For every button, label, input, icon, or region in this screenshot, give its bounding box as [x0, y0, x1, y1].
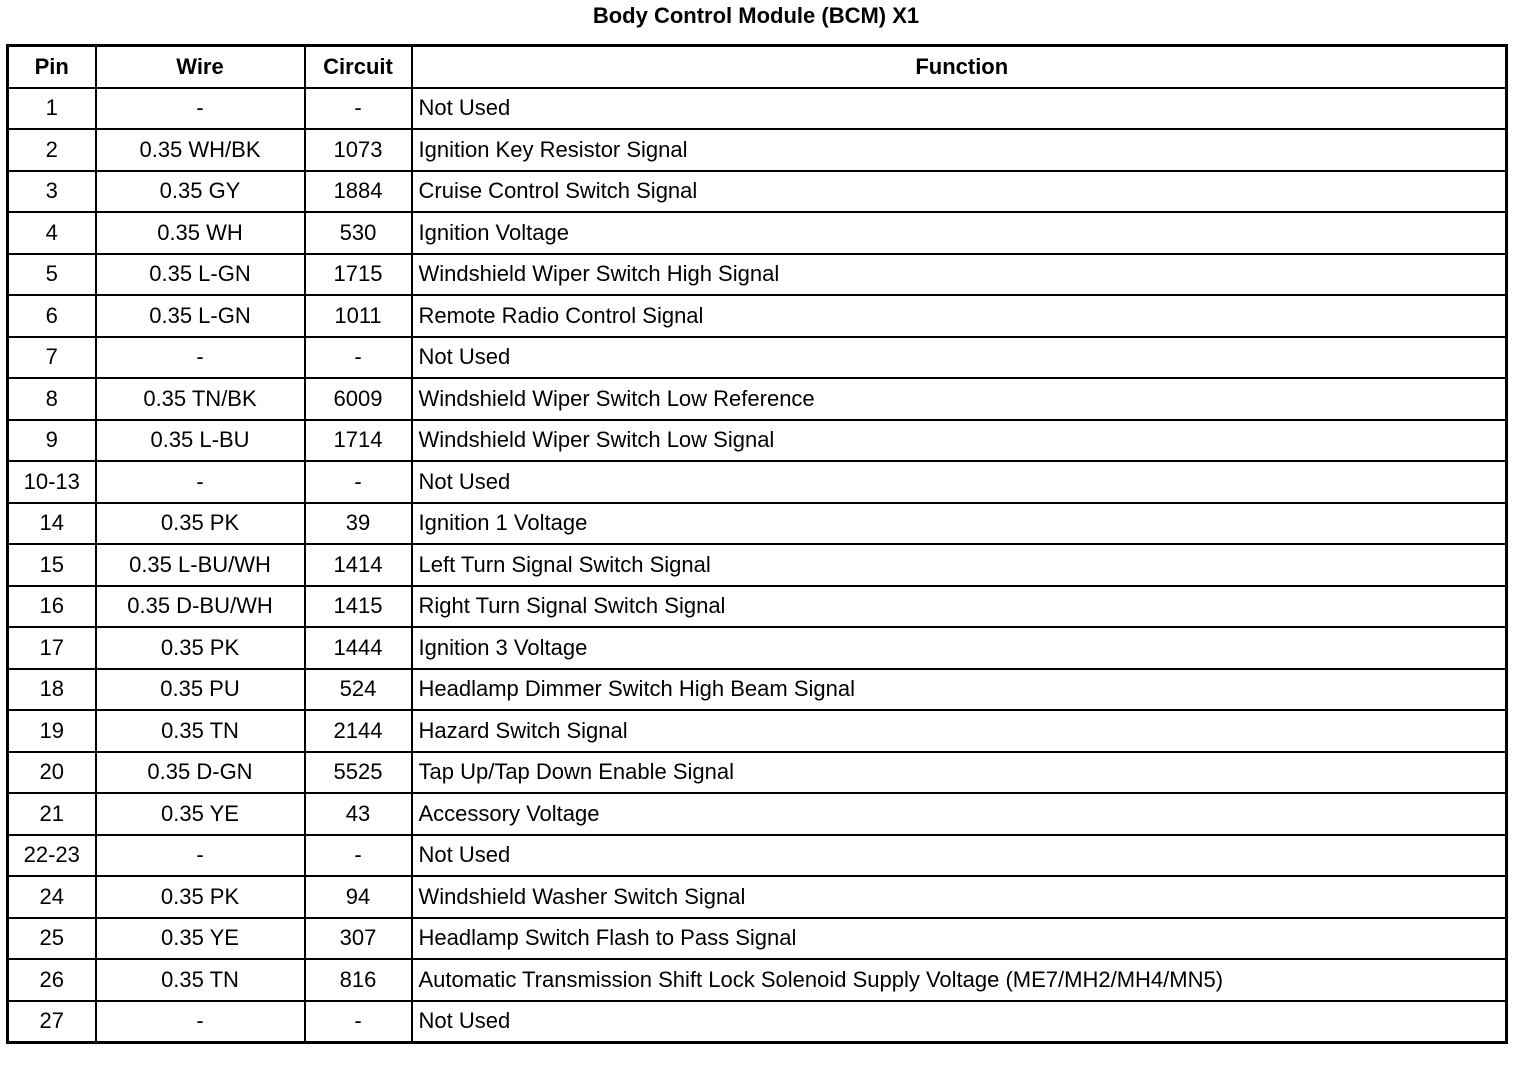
cell-wire: - [96, 835, 305, 877]
cell-function: Automatic Transmission Shift Lock Solenoid Supply Voltage (ME7/MH2/MH4/MN5) [412, 959, 1507, 1001]
cell-wire: - [96, 88, 305, 130]
cell-wire: 0.35 TN/BK [96, 378, 305, 420]
cell-pin: 3 [8, 171, 96, 213]
cell-circuit: 816 [305, 959, 412, 1001]
cell-function: Ignition Key Resistor Signal [412, 129, 1507, 171]
table-row [8, 710, 1507, 752]
cell-pin: 6 [8, 295, 96, 337]
cell-circuit: 524 [305, 669, 412, 711]
cell-function: Not Used [412, 835, 1507, 877]
cell-pin: 4 [8, 212, 96, 254]
table-row [8, 503, 1507, 545]
cell-function: Ignition 3 Voltage [412, 627, 1507, 669]
page-title: Body Control Module (BCM) X1 [592, 3, 920, 28]
table-row [8, 129, 1507, 171]
table-row [8, 627, 1507, 669]
cell-function: Cruise Control Switch Signal [412, 171, 1507, 213]
table-row [8, 793, 1507, 835]
table-row [8, 544, 1507, 586]
cell-circuit: 530 [305, 212, 412, 254]
cell-function: Not Used [412, 461, 1507, 503]
cell-pin: 24 [8, 876, 96, 918]
cell-circuit: - [305, 337, 412, 379]
cell-wire: 0.35 PK [96, 503, 305, 545]
table-row [8, 461, 1507, 503]
cell-circuit: 1715 [305, 254, 412, 296]
cell-pin: 18 [8, 669, 96, 711]
table-header-row [8, 46, 1507, 88]
cell-circuit: - [305, 835, 412, 877]
cell-pin: 17 [8, 627, 96, 669]
table-row [8, 378, 1507, 420]
cell-wire: 0.35 PK [96, 876, 305, 918]
table-row [8, 876, 1507, 918]
cell-circuit: 5525 [305, 752, 412, 794]
cell-circuit: 1011 [305, 295, 412, 337]
table-row [8, 918, 1507, 960]
cell-function: Windshield Wiper Switch Low Reference [412, 378, 1507, 420]
column-header-wire: Wire [96, 46, 305, 88]
cell-function: Windshield Wiper Switch High Signal [412, 254, 1507, 296]
table-row [8, 959, 1507, 1001]
cell-pin: 7 [8, 337, 96, 379]
cell-function: Not Used [412, 337, 1507, 379]
cell-wire: 0.35 L-GN [96, 295, 305, 337]
cell-circuit: 43 [305, 793, 412, 835]
cell-circuit: 2144 [305, 710, 412, 752]
cell-wire: - [96, 1001, 305, 1043]
cell-circuit: 307 [305, 918, 412, 960]
cell-wire: 0.35 TN [96, 959, 305, 1001]
cell-pin: 8 [8, 378, 96, 420]
cell-function: Hazard Switch Signal [412, 710, 1507, 752]
column-header-pin: Pin [8, 46, 96, 88]
cell-pin: 21 [8, 793, 96, 835]
cell-function: Ignition 1 Voltage [412, 503, 1507, 545]
cell-pin: 25 [8, 918, 96, 960]
cell-circuit: - [305, 88, 412, 130]
cell-wire: 0.35 L-BU [96, 420, 305, 462]
cell-circuit: 1714 [305, 420, 412, 462]
cell-function: Remote Radio Control Signal [412, 295, 1507, 337]
cell-wire: 0.35 L-GN [96, 254, 305, 296]
cell-pin: 1 [8, 88, 96, 130]
cell-circuit: 1884 [305, 171, 412, 213]
table-row [8, 586, 1507, 628]
cell-wire: 0.35 YE [96, 918, 305, 960]
cell-circuit: - [305, 1001, 412, 1043]
table-row [8, 212, 1507, 254]
cell-function: Right Turn Signal Switch Signal [412, 586, 1507, 628]
cell-pin: 14 [8, 503, 96, 545]
table-row [8, 835, 1507, 877]
cell-wire: 0.35 PU [96, 669, 305, 711]
table-row [8, 1001, 1507, 1043]
cell-pin: 26 [8, 959, 96, 1001]
cell-wire: 0.35 D-GN [96, 752, 305, 794]
cell-circuit: 1444 [305, 627, 412, 669]
cell-wire: 0.35 L-BU/WH [96, 544, 305, 586]
table-row [8, 295, 1507, 337]
cell-wire: - [96, 337, 305, 379]
cell-function: Ignition Voltage [412, 212, 1507, 254]
cell-pin: 5 [8, 254, 96, 296]
cell-function: Headlamp Switch Flash to Pass Signal [412, 918, 1507, 960]
cell-wire: 0.35 WH [96, 212, 305, 254]
cell-function: Headlamp Dimmer Switch High Beam Signal [412, 669, 1507, 711]
cell-circuit: 94 [305, 876, 412, 918]
cell-wire: 0.35 GY [96, 171, 305, 213]
cell-function: Not Used [412, 1001, 1507, 1043]
cell-wire: 0.35 YE [96, 793, 305, 835]
table-row [8, 88, 1507, 130]
cell-pin: 9 [8, 420, 96, 462]
cell-circuit: 6009 [305, 378, 412, 420]
table-row [8, 669, 1507, 711]
cell-circuit: 1415 [305, 586, 412, 628]
cell-wire: - [96, 461, 305, 503]
cell-pin: 15 [8, 544, 96, 586]
cell-function: Tap Up/Tap Down Enable Signal [412, 752, 1507, 794]
table-row [8, 420, 1507, 462]
cell-pin: 27 [8, 1001, 96, 1043]
table-row [8, 337, 1507, 379]
cell-function: Not Used [412, 88, 1507, 130]
cell-function: Windshield Wiper Switch Low Signal [412, 420, 1507, 462]
cell-pin: 2 [8, 129, 96, 171]
cell-wire: 0.35 WH/BK [96, 129, 305, 171]
cell-function: Accessory Voltage [412, 793, 1507, 835]
cell-circuit: 39 [305, 503, 412, 545]
cell-function: Windshield Washer Switch Signal [412, 876, 1507, 918]
cell-pin: 16 [8, 586, 96, 628]
column-header-circuit: Circuit [305, 46, 412, 88]
cell-function: Left Turn Signal Switch Signal [412, 544, 1507, 586]
table-row [8, 752, 1507, 794]
cell-circuit: - [305, 461, 412, 503]
table-body [8, 88, 1507, 1043]
cell-circuit: 1073 [305, 129, 412, 171]
column-header-function: Function [412, 46, 1507, 88]
table-row [8, 171, 1507, 213]
cell-pin: 19 [8, 710, 96, 752]
cell-wire: 0.35 D-BU/WH [96, 586, 305, 628]
cell-pin: 20 [8, 752, 96, 794]
connector-pinout-table [6, 44, 1508, 1044]
cell-wire: 0.35 TN [96, 710, 305, 752]
cell-pin: 22-23 [8, 835, 96, 877]
cell-wire: 0.35 PK [96, 627, 305, 669]
cell-circuit: 1414 [305, 544, 412, 586]
table-row [8, 254, 1507, 296]
cell-pin: 10-13 [8, 461, 96, 503]
